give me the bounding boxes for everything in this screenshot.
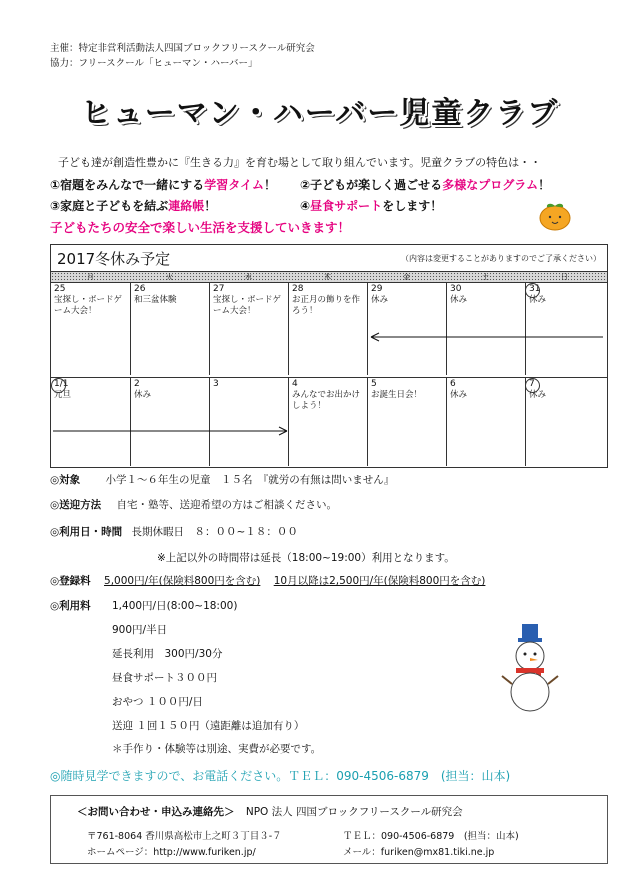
registration-fee: 5,000円/年(保険料800円を含む) bbox=[104, 575, 261, 587]
weekday-thu: 木 bbox=[324, 273, 331, 281]
feature-1 bbox=[50, 176, 276, 193]
fees-note: ＊手作り・体験等は別途、実費が必要です。 bbox=[112, 743, 322, 755]
day-number: 7 bbox=[529, 379, 535, 389]
day-event: みんなでお出かけしよう！ bbox=[292, 390, 361, 411]
calendar-note: （内容は変更することがありますのでご了承ください） bbox=[401, 254, 601, 263]
feature-num: ④ bbox=[300, 199, 311, 213]
day-event: 休み bbox=[450, 390, 468, 400]
day-circle-mark bbox=[525, 283, 540, 298]
weekday-wed: 水 bbox=[245, 273, 252, 281]
transport-value: 自宅・塾等、送迎希望の方はご相談ください。 bbox=[116, 499, 338, 511]
day-event: 和三盆体験 bbox=[134, 295, 177, 305]
day-event: お正月の飾りを作ろう！ bbox=[292, 295, 361, 316]
calendar-day bbox=[446, 283, 524, 375]
day-number: 6 bbox=[450, 379, 456, 389]
weekday-sun: 日 bbox=[561, 273, 568, 281]
calendar-day bbox=[288, 283, 366, 375]
calendar-day bbox=[51, 283, 129, 375]
feature-highlight: 昼食サポート bbox=[310, 199, 383, 213]
feature-num: ② bbox=[300, 178, 311, 192]
holiday-calendar bbox=[50, 244, 608, 468]
day-number: 1/1 bbox=[54, 379, 69, 389]
calendar-day bbox=[367, 283, 445, 375]
calendar-day bbox=[367, 378, 445, 466]
day-number: 31 bbox=[529, 284, 541, 294]
contact-email[interactable]: メール：furiken@mx81.tiki.ne.jp bbox=[343, 847, 495, 858]
support-message: 子どもたちの安全で楽しい生活を支援していきます！ bbox=[50, 220, 351, 235]
fee-item: 1,400円/日(8:00~18:00) bbox=[112, 600, 238, 612]
calendar-day bbox=[130, 378, 208, 466]
mandarin-orange-icon bbox=[536, 198, 574, 232]
feature-text: ！ bbox=[204, 199, 217, 213]
fees-label: ◎利用料 bbox=[50, 600, 91, 612]
contact-heading-row bbox=[77, 804, 463, 819]
day-circle-mark bbox=[525, 378, 540, 393]
weekday-fri: 金 bbox=[403, 273, 410, 281]
hours-note: ※上記以外の時間帯は延長（18:00~19:00）利用となります。 bbox=[157, 552, 455, 564]
day-event: お誕生日会！ bbox=[371, 390, 423, 400]
day-event: 休み bbox=[371, 295, 389, 305]
calendar-day bbox=[446, 378, 524, 466]
feature-highlight: 多様なプログラム bbox=[442, 178, 539, 192]
day-event: 休み bbox=[134, 390, 152, 400]
day-event: 宝探し・ボードゲーム大会！ bbox=[54, 295, 122, 316]
feature-num: ① bbox=[50, 178, 61, 192]
day-event: 元旦 bbox=[54, 390, 72, 400]
target-value: 小学１～６年生の児童 １５名 『就労の有無は問いません』 bbox=[105, 474, 395, 486]
day-number: 2 bbox=[134, 379, 140, 389]
hours-value: 長期休暇日 ８：００~１８：００ bbox=[131, 526, 298, 538]
day-event: 休み bbox=[529, 295, 547, 305]
transport-row bbox=[50, 497, 337, 512]
calendar-title: 2017冬休み予定 bbox=[57, 250, 171, 268]
day-number: 27 bbox=[213, 284, 225, 294]
transport-label: ◎送迎方法 bbox=[50, 499, 102, 511]
organizer-text: 主催：特定非営利活動法人四国ブロックフリースクール研究会 bbox=[50, 43, 315, 54]
feature-highlight: 連絡帳 bbox=[168, 199, 205, 213]
feature-highlight: 学習タイム bbox=[204, 178, 264, 192]
feature-text: 子どもが楽しく過ごせる bbox=[310, 178, 443, 192]
feature-text: ！ bbox=[538, 178, 551, 192]
day-circle-mark bbox=[51, 378, 66, 393]
fee-item: おやつ １００円/日 bbox=[112, 696, 203, 708]
target-label: ◎対象 bbox=[50, 474, 81, 486]
intro-text: 子ども達が創造性豊かに『生きる力』を育む場として取り組んでいます。児童クラブの特色は・・ bbox=[58, 156, 542, 169]
visit-message: ◎随時見学できますので、お電話ください。ＴＥＬ：090-4506-6879 (担当：山本) bbox=[50, 769, 511, 783]
weekday-tue: 火 bbox=[166, 273, 173, 281]
fee-item: 昼食サポート３００円 bbox=[112, 672, 217, 684]
feature-text: 家庭と子どもを結ぶ bbox=[60, 199, 169, 213]
day-number: 30 bbox=[450, 284, 462, 294]
contact-box bbox=[50, 795, 608, 864]
feature-text: 宿題をみんなで一緒にする bbox=[60, 178, 205, 192]
contact-org: NPO 法人 四国ブロックフリースクール研究会 bbox=[245, 806, 463, 818]
calendar-day bbox=[209, 378, 287, 466]
feature-4 bbox=[300, 197, 442, 214]
day-number: 26 bbox=[134, 284, 146, 294]
snowman-illustration bbox=[500, 622, 560, 714]
day-number: 3 bbox=[213, 379, 219, 389]
registration-label: ◎登録料 bbox=[50, 575, 91, 587]
contact-address: 〒761-8064 香川県高松市上之町３丁目３-７ bbox=[87, 831, 282, 842]
day-event: 宝探し・ボードゲーム大会！ bbox=[213, 295, 281, 316]
hours-label: ◎利用日・時間 bbox=[50, 526, 123, 538]
cooperation-text: 協力：フリースクール「ヒューマン・ハーバー」 bbox=[50, 58, 258, 69]
calendar-day bbox=[209, 283, 287, 375]
calendar-day bbox=[130, 283, 208, 375]
calendar-day bbox=[288, 378, 366, 466]
day-number: 25 bbox=[54, 284, 66, 294]
feature-text: をします！ bbox=[382, 199, 443, 213]
day-event: 休み bbox=[450, 295, 468, 305]
hours-row bbox=[50, 524, 298, 539]
day-number: 28 bbox=[292, 284, 304, 294]
day-number: 5 bbox=[371, 379, 377, 389]
weekday-header bbox=[51, 271, 607, 283]
contact-homepage[interactable]: ホームページ：http://www.furiken.jp/ bbox=[87, 847, 256, 858]
fee-item: 延長利用 300円/30分 bbox=[112, 648, 223, 660]
page-title: ヒューマン・ハーバー児童クラブ bbox=[80, 96, 560, 131]
feature-text: ！ bbox=[263, 178, 276, 192]
weekday-mon: 月 bbox=[87, 273, 94, 281]
weekday-sat: 土 bbox=[482, 273, 489, 281]
day-number: 4 bbox=[292, 379, 298, 389]
target-row bbox=[50, 472, 394, 487]
registration-fee-late: 10月以降は2,500円/年(保険料800円を含む) bbox=[273, 575, 486, 587]
contact-tel: ＴＥＬ：090-4506-6879 (担当：山本) bbox=[343, 831, 519, 842]
feature-3 bbox=[50, 197, 216, 214]
fee-item: 送迎 １回１５０円（遠距離は追加有り） bbox=[112, 720, 305, 732]
contact-heading: ＜お問い合わせ・申込み連絡先＞ bbox=[77, 806, 235, 818]
day-event: 休み bbox=[529, 390, 547, 400]
day-number: 29 bbox=[371, 284, 383, 294]
holiday-span-arrow bbox=[51, 425, 291, 437]
calendar-day bbox=[525, 283, 603, 375]
feature-num: ③ bbox=[50, 199, 61, 213]
feature-2 bbox=[300, 176, 550, 193]
fee-item: 900円/半日 bbox=[112, 624, 168, 636]
holiday-span-arrow bbox=[367, 331, 607, 343]
registration-row bbox=[50, 573, 485, 588]
